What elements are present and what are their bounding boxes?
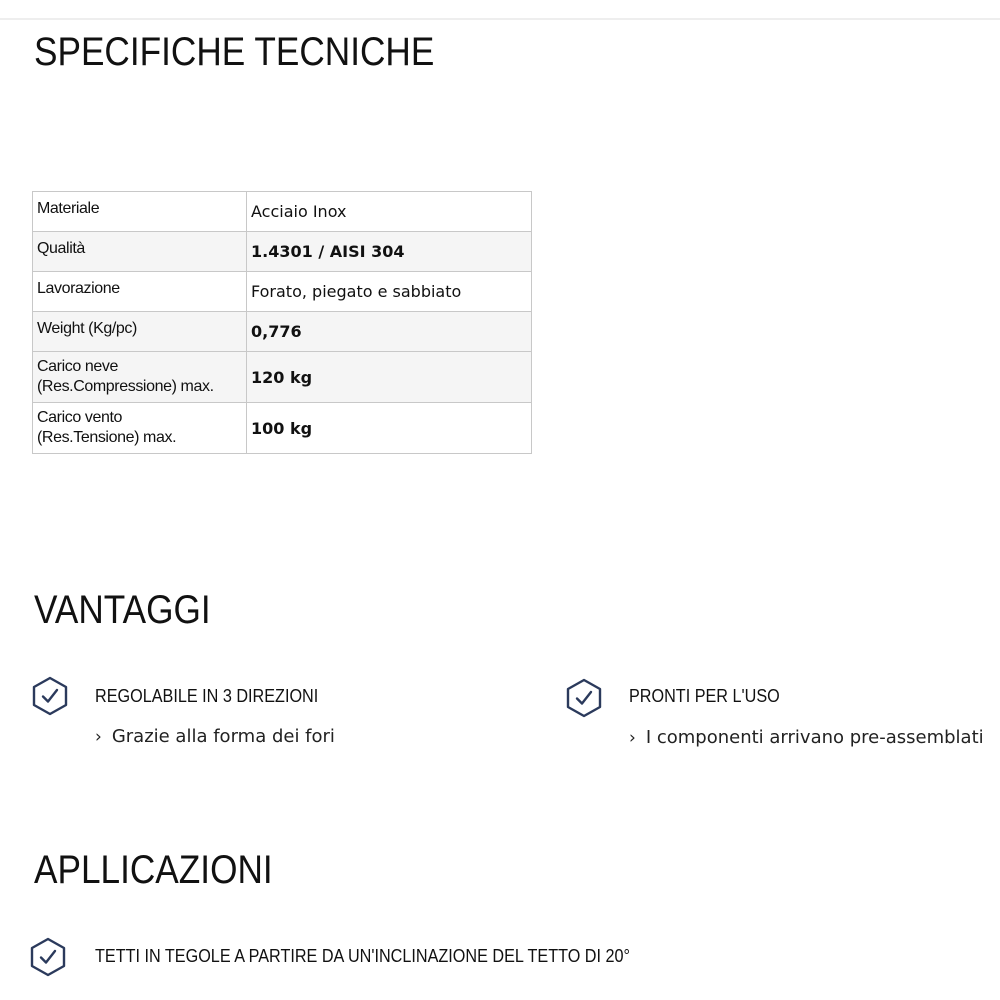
- advantage-description: [95, 726, 335, 747]
- advantage-title: PRONTI PER L'USO: [629, 686, 780, 706]
- spec-label: Qualità: [33, 232, 247, 272]
- spec-value: 0,776: [247, 312, 532, 352]
- spec-value: 120 kg: [247, 352, 532, 403]
- spec-label: [33, 352, 247, 403]
- spec-value: 100 kg: [247, 403, 532, 454]
- table-row: [33, 352, 532, 403]
- specs-section-title: SPECIFICHE TECNICHE: [34, 30, 435, 74]
- spec-label-line: Carico vento: [37, 409, 123, 426]
- table-row: [33, 312, 532, 352]
- spec-label: Weight (Kg/pc): [33, 312, 247, 352]
- spec-value: Forato, piegato e sabbiato: [247, 272, 532, 312]
- specs-table: [32, 191, 532, 454]
- chevron-right-icon: ›: [629, 728, 636, 748]
- advantage-description-text: I componenti arrivano pre-assemblati: [645, 727, 984, 748]
- hex-check-icon: [564, 678, 604, 718]
- spec-label-line: Carico neve: [37, 358, 118, 375]
- table-row: [33, 272, 532, 312]
- hex-check-icon: [28, 937, 68, 977]
- spec-label: Materiale: [33, 192, 247, 232]
- spec-label-line: (Res.Tensione) max.: [37, 429, 177, 446]
- top-divider: [0, 18, 1000, 20]
- spec-value: 1.4301 / AISI 304: [247, 232, 532, 272]
- spec-label-line: (Res.Compressione) max.: [37, 378, 214, 395]
- table-row: [33, 403, 532, 454]
- spec-label: Lavorazione: [33, 272, 247, 312]
- advantage-description: [629, 727, 984, 748]
- spec-label: [33, 403, 247, 454]
- applications-section-title: APLLICAZIONI: [34, 848, 273, 892]
- table-row: [33, 232, 532, 272]
- spec-value: Acciaio Inox: [247, 192, 532, 232]
- chevron-right-icon: ›: [95, 727, 102, 747]
- hex-check-icon: [30, 676, 70, 716]
- advantage-title: REGOLABILE IN 3 DIREZIONI: [95, 686, 319, 706]
- table-row: [33, 192, 532, 232]
- advantage-description-text: Grazie alla forma dei fori: [111, 726, 335, 747]
- application-title: TETTI IN TEGOLE A PARTIRE DA UN'INCLINAZIONE DEL TETTO DI 20°: [95, 946, 631, 966]
- advantages-section-title: VANTAGGI: [34, 588, 211, 632]
